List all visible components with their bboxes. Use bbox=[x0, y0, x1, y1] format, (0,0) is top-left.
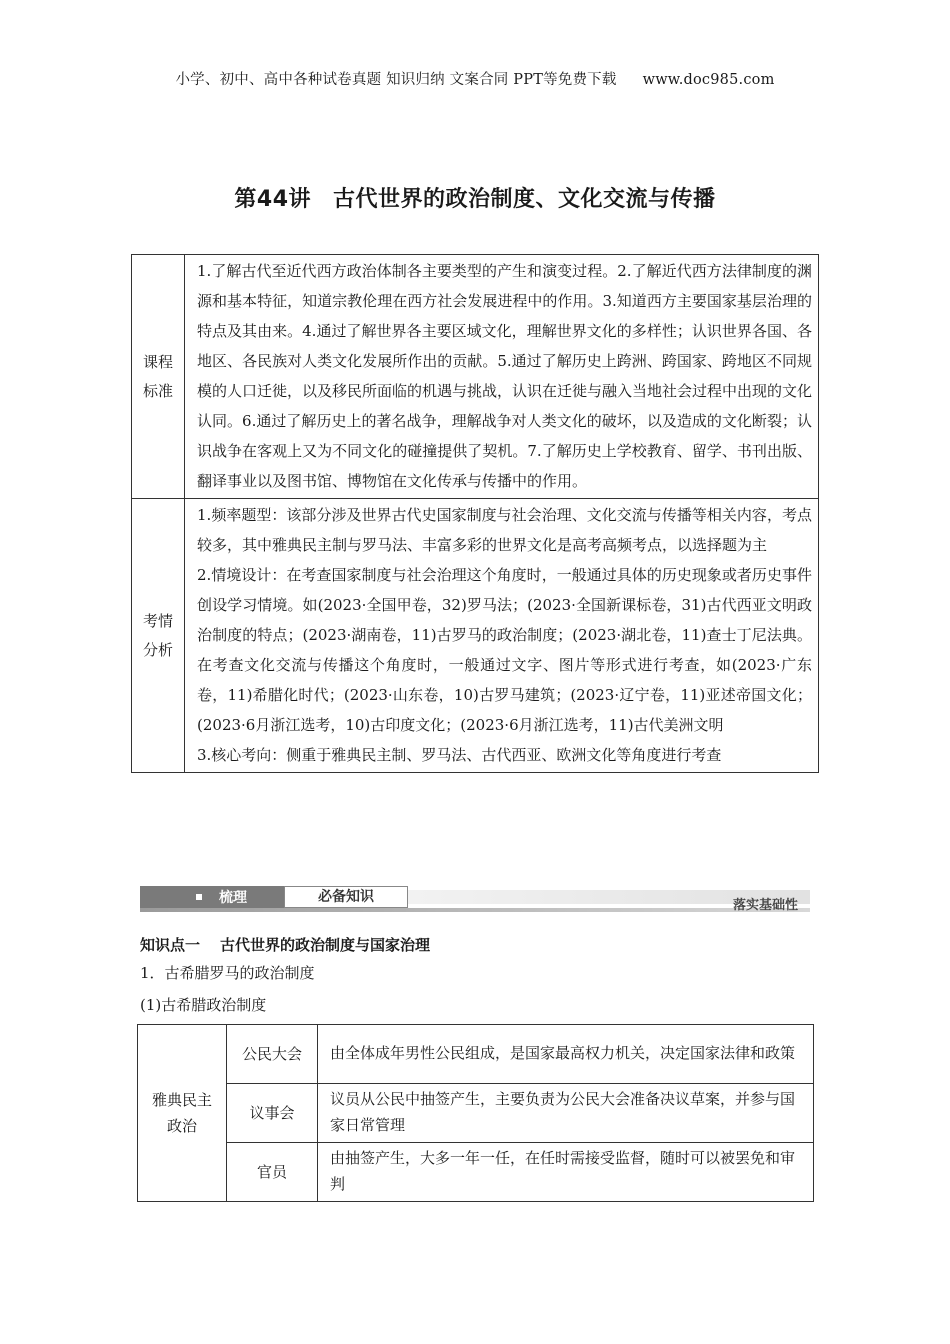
site-header bbox=[0, 68, 950, 89]
row-label-standards bbox=[132, 255, 185, 499]
paragraph: 1.了解古代至近代西方政治体制各主要类型的产生和演变过程。2.了解近代西方法律制度的渊源和基本特征，知道宗教伦理在西方社会发展进程中的作用。3.知道西方主要国家基层治理的特点及其由来。4.通过了解世界各主要区域文化，理解世界文化的多样性；认识世界各国、各地区、各民族对人类文化发展所作出的贡献。5.通过了解历史上跨洲、跨国家、跨地区不同规模的人口迁徙，以及移民所面临的机遇与挑战，认识在迁徙与融入当地社会过程中出现的文化认同。6.通过了解历史上的著名战争，理解战争对人类文化的破坏，以及造成的文化断裂；认识战争在客观上又为不同文化的碰撞提供了契机。7.了解历史上学校教育、留学、书刊出版、翻译事业以及图书馆、博物馆在文化传承与传播中的作用。 bbox=[197, 262, 813, 490]
org-cell: 议事会 bbox=[227, 1084, 318, 1143]
label-line: 分析 bbox=[142, 640, 173, 659]
category-cell bbox=[138, 1025, 227, 1202]
page-title bbox=[0, 182, 950, 213]
knowledge-point-label: 知识点一 bbox=[140, 936, 201, 954]
paragraph: 1.频率题型：该部分涉及世界古代史国家制度与社会治理、文化交流与传播等相关内容，考点较多，其中雅典民主制与罗马法、丰富多彩的世界文化是高考高频考点，以选择题为主 bbox=[197, 506, 812, 554]
lecture-title: 古代世界的政治制度、文化交流与传播 bbox=[333, 187, 716, 212]
org-cell: 公民大会 bbox=[227, 1025, 318, 1084]
subheading-2: (1)古希腊政治制度 bbox=[140, 996, 267, 1014]
subheading-1: 1．古希腊罗马的政治制度 bbox=[140, 964, 315, 982]
desc-cell: 议员从公民中抽签产生，主要负责为公民大会准备决议草案，并参与国家日常管理 bbox=[318, 1084, 814, 1143]
table-row bbox=[132, 499, 819, 773]
category-line: 政治 bbox=[166, 1117, 197, 1135]
label-line: 标准 bbox=[142, 381, 173, 400]
knowledge-point-title: 古代世界的政治制度与国家治理 bbox=[220, 936, 431, 954]
label-line: 考情 bbox=[142, 611, 173, 630]
row-label-analysis bbox=[132, 499, 185, 773]
site-header-text: 小学、初中、高中各种试卷真题 知识归纳 文案合同 PPT等免费下载 bbox=[175, 72, 617, 88]
table-row bbox=[138, 1025, 814, 1084]
knowledge-point-heading bbox=[140, 934, 430, 955]
curriculum-table bbox=[131, 254, 819, 773]
standards-content bbox=[185, 255, 819, 499]
banner-left-block bbox=[140, 886, 284, 908]
square-bullet-icon bbox=[196, 894, 202, 900]
banner-left-label: 梳理 bbox=[219, 890, 247, 906]
paragraph: 2.情境设计：在考查国家制度与社会治理这个角度时，一般通过具体的历史现象或者历史事件创设学习情境。如(2023·全国甲卷，32)罗马法；(2023·全国新课标卷，31)古代西亚文明政治制度的特点；(2023·湖南卷，11)古罗马的政治制度；(2023·湖北卷，11)查士丁尼法典。在考查文化交流与传播这个角度时，一般通过文字、图片等形式进行考查，如(2023·广东卷，11)希腊化时代；(2023·山东卷，10)古罗马建筑；(2023·辽宁卷，11)亚述帝国文化；(2023·6月浙江选考，10)古印度文化；(2023·6月浙江选考，11)古代美洲文明 bbox=[197, 566, 812, 734]
paragraph: 3.核心考向：侧重于雅典民主制、罗马法、古代西亚、欧洲文化等角度进行考查 bbox=[197, 746, 722, 764]
category-line: 雅典民主 bbox=[151, 1091, 212, 1109]
banner-right-label: 落实基础性 bbox=[732, 898, 798, 913]
desc-cell: 由抽签产生，大多一年一任，在任时需接受监督，随时可以被罢免和审判 bbox=[318, 1143, 814, 1202]
section-banner bbox=[140, 886, 810, 912]
analysis-content bbox=[185, 499, 819, 773]
table-row bbox=[138, 1143, 814, 1202]
athens-democracy-table bbox=[137, 1024, 814, 1202]
site-url-link[interactable]: www.doc985.com bbox=[642, 72, 775, 88]
org-cell: 官员 bbox=[227, 1143, 318, 1202]
banner-middle-label: 必备知识 bbox=[284, 886, 408, 908]
lecture-number: 第44讲 bbox=[234, 187, 312, 212]
desc-cell: 由全体成年男性公民组成，是国家最高权力机关，决定国家法律和政策 bbox=[318, 1025, 814, 1084]
banner-underline bbox=[140, 908, 810, 912]
table-row bbox=[132, 255, 819, 499]
label-line: 课程 bbox=[142, 352, 173, 371]
table-row bbox=[138, 1084, 814, 1143]
